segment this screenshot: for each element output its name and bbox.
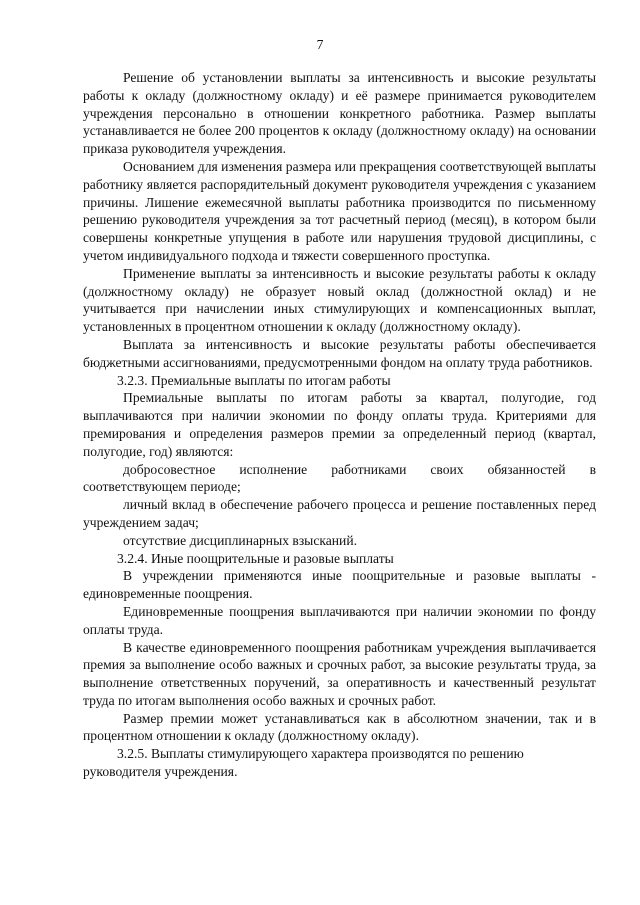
paragraph-one-time-award: В качестве единовременного поощрения работникам учреждения выплачивается премия за выполнение особо важных и срочных работ, за высокие результаты труда, за выполнение ответственных поручений, за оперативность и качественный результат труда по итогам выполнения особо важных и срочных работ.	[83, 639, 596, 708]
paragraph-bonus-criteria: Премиальные выплаты по итогам работы за квартал, полугодие, год выплачиваются при наличии экономии по фонду оплаты труда. Критериями для премирования и определения размеров премии за определенный период (квартал, полугодие, год) являются:	[83, 390, 596, 459]
paragraph-funding: Выплата за интенсивность и высокие результаты работы обеспечивается бюджетными ассигнованиями, предусмотренными фондом на оплату труда работников.	[83, 336, 596, 370]
paragraph-one-time-economy: Единовременные поощрения выплачиваются при наличии экономии по фонду оплаты труда.	[83, 603, 596, 637]
page-number: 7	[316, 37, 324, 52]
paragraph-application: Применение выплаты за интенсивность и высокие результаты работы к окладу (должностному окладу) не образует новый оклад (должностной оклад) и не учитывается при начислении иных стимулирующих и компенсационных выплат, установленных в процентном отношении к окладу (должностному окладу).	[83, 265, 596, 335]
document-body	[83, 69, 596, 781]
paragraph-change-grounds: Основанием для изменения размера или прекращения соответствующей выплаты работнику является распорядительный документ руководителя учреждения с указанием причины. Лишение ежемесячной выплаты работника производится по письменному решению руководителя учреждения за тот расчетный период (месяц), в котором были совершены конкретные упущения в работе или нарушения трудовой дисциплины, с учетом индивидуального подхода и тяжести совершенного проступка.	[83, 158, 596, 263]
section-3-2-5: 3.2.5. Выплаты стимулирующего характера производятся по решению руководителя учреждения.	[83, 746, 524, 780]
paragraph-payment-decision: Решение об установлении выплаты за интенсивность и высокие результаты работы к окладу (должностному окладу) и её размере принимается руководителем учреждения персонально в отношении конкретного работника. Размер выплаты устанавливается не более 200 процентов к окладу (должностному окладу) на основании приказа руководителя учреждения.	[83, 70, 596, 157]
section-heading-3-2-4: 3.2.4. Иные поощрительные и разовые выплаты	[117, 550, 394, 566]
criteria-item-contribution: личный вклад в обеспечение рабочего процесса и решение поставленных перед учреждением задач;	[83, 497, 596, 530]
paragraph-one-time-payments: В учреждении применяются иные поощрительные и разовые выплаты - единовременные поощрения.	[83, 568, 596, 602]
criteria-item-no-penalties: отсутствие дисциплинарных взысканий.	[123, 532, 358, 548]
paragraph-award-size: Размер премии может устанавливаться как в абсолютном значении, так и в процентном отношении к окладу (должностному окладу).	[83, 710, 596, 744]
section-heading-3-2-3: 3.2.3. Премиальные выплаты по итогам работы	[117, 372, 391, 388]
criteria-item-diligence: добросовестное исполнение работниками своих обязанностей в соответствующем периоде;	[83, 461, 596, 495]
